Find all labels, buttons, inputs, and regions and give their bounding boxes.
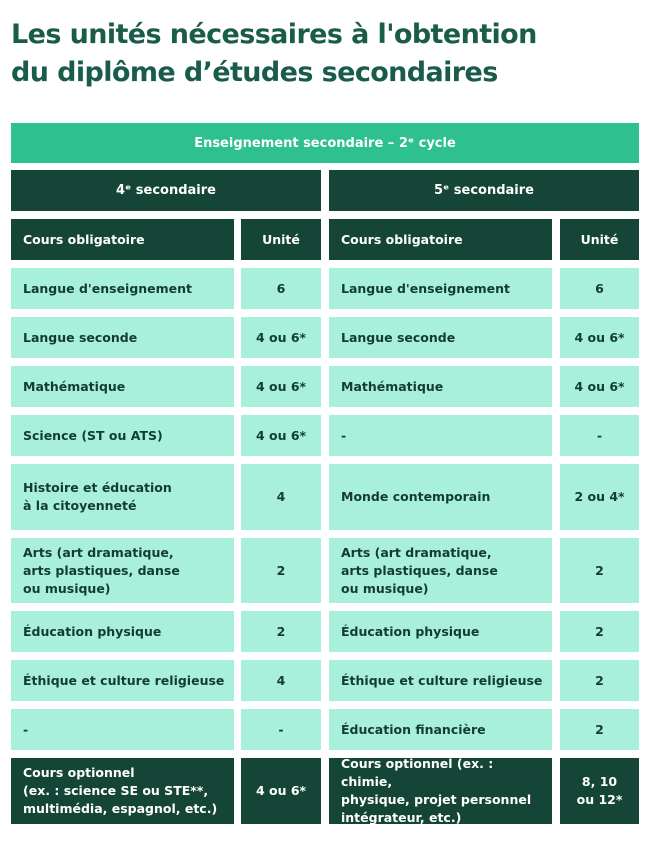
left-course-cell: Langue d'enseignement	[11, 268, 234, 309]
left-unit-cell: 4	[241, 660, 321, 701]
left-course-cell: Langue seconde	[11, 317, 234, 358]
right-unit-cell: 2 ou 4*	[560, 464, 639, 530]
left-course-cell: Éducation physique	[11, 611, 234, 652]
right-course-cell: Éducation financière	[329, 709, 552, 750]
right-course-cell: Monde contemporain	[329, 464, 552, 530]
grade-4-header: 4ᵉ secondaire	[11, 170, 321, 211]
right-course-cell: Éducation physique	[329, 611, 552, 652]
right-unit-cell: 4 ou 6*	[560, 366, 639, 407]
right-course-cell: -	[329, 415, 552, 456]
left-unit-cell: 4 ou 6*	[241, 317, 321, 358]
right-course-cell: Langue seconde	[329, 317, 552, 358]
right-unit-cell: 2	[560, 611, 639, 652]
left-unit-cell: 4 ou 6*	[241, 415, 321, 456]
right-course-cell: Éthique et culture religieuse	[329, 660, 552, 701]
left-unit-cell: 4 ou 6*	[241, 366, 321, 407]
right-unit-cell: -	[560, 415, 639, 456]
left-unit-cell: 2	[241, 611, 321, 652]
cycle-banner: Enseignement secondaire – 2ᵉ cycle	[11, 123, 639, 163]
unit-column-header: Unité	[241, 219, 321, 260]
left-unit-cell: 4	[241, 464, 321, 530]
optional-left-course-cell: Cours optionnel (ex. : science SE ou STE**, multimédia, espagnol, etc.)	[11, 758, 234, 824]
left-course-cell: -	[11, 709, 234, 750]
left-unit-cell: -	[241, 709, 321, 750]
left-course-cell: Arts (art dramatique, arts plastiques, danse ou musique)	[11, 538, 234, 603]
left-course-cell: Science (ST ou ATS)	[11, 415, 234, 456]
right-course-cell: Mathématique	[329, 366, 552, 407]
left-unit-cell: 6	[241, 268, 321, 309]
right-unit-cell: 2	[560, 538, 639, 603]
right-unit-cell: 6	[560, 268, 639, 309]
left-course-cell: Mathématique	[11, 366, 234, 407]
right-unit-cell: 2	[560, 660, 639, 701]
optional-left-unit-cell: 4 ou 6*	[241, 758, 321, 824]
grade-5-header: 5ᵉ secondaire	[329, 170, 639, 211]
right-course-cell: Arts (art dramatique, arts plastiques, danse ou musique)	[329, 538, 552, 603]
right-course-cell: Langue d'enseignement	[329, 268, 552, 309]
optional-right-course-cell: Cours optionnel (ex. : chimie, physique, projet personnel intégrateur, etc.)	[329, 758, 552, 824]
course-column-header: Cours obligatoire	[329, 219, 552, 260]
course-column-header: Cours obligatoire	[11, 219, 234, 260]
left-course-cell: Éthique et culture religieuse	[11, 660, 234, 701]
left-unit-cell: 2	[241, 538, 321, 603]
page-title: Les unités nécessaires à l'obtention du diplôme d’études secondaires	[11, 19, 537, 88]
optional-right-unit-cell: 8, 10 ou 12*	[560, 758, 639, 824]
left-course-cell: Histoire et éducation à la citoyenneté	[11, 464, 234, 530]
right-unit-cell: 2	[560, 709, 639, 750]
right-unit-cell: 4 ou 6*	[560, 317, 639, 358]
unit-column-header: Unité	[560, 219, 639, 260]
